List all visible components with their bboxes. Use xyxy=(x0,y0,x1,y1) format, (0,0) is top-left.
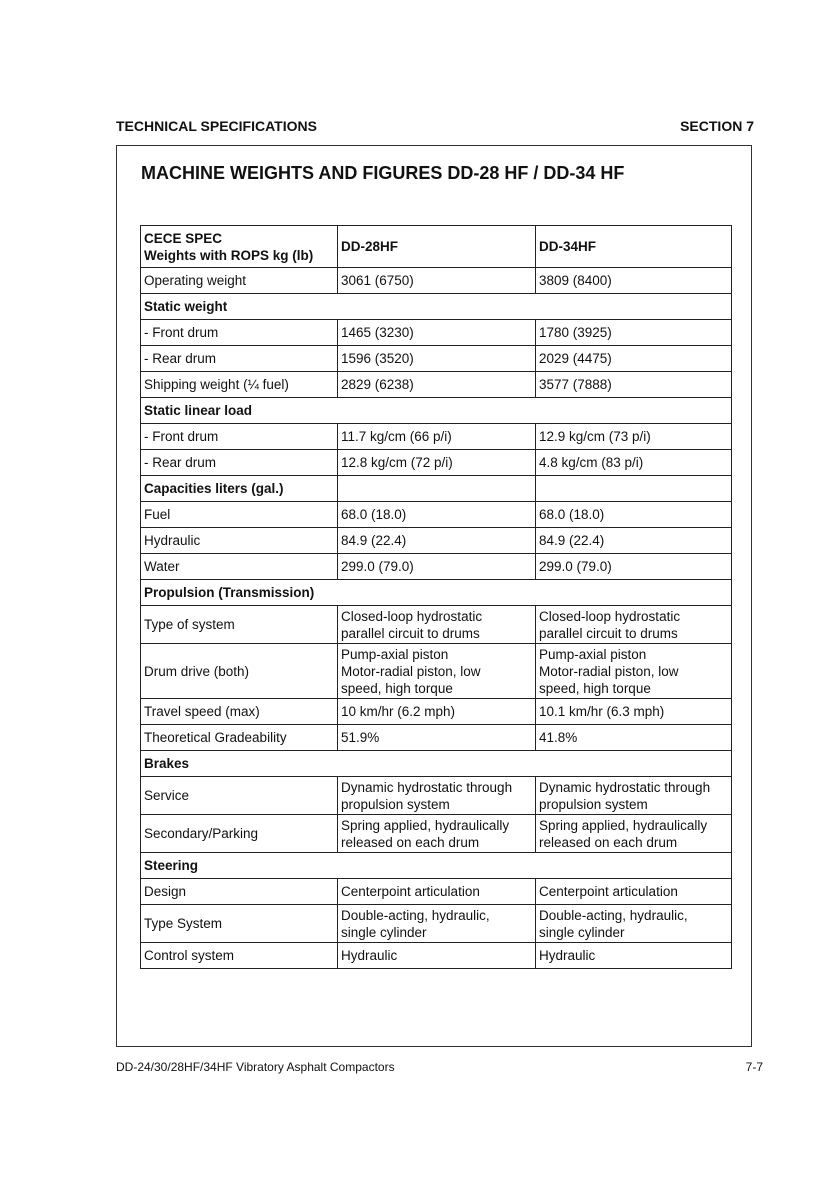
row-label: - Rear drum xyxy=(141,346,338,372)
dd28-value: 299.0 (79.0) xyxy=(338,554,536,580)
table-header-spec xyxy=(141,226,338,268)
value-line: Motor-radial piston, low xyxy=(539,663,679,679)
row-label: Design xyxy=(141,879,338,905)
value-line: speed, high torque xyxy=(539,680,651,696)
table-row xyxy=(141,815,732,853)
value-line: released on each drum xyxy=(539,834,678,850)
value-line: Pump-axial piston xyxy=(539,646,647,662)
table-row xyxy=(141,905,732,943)
header-section-title: TECHNICAL SPECIFICATIONS xyxy=(116,118,317,134)
value-line: Spring applied, hydraulically xyxy=(539,817,708,833)
table-row xyxy=(141,372,732,398)
dd34-value xyxy=(536,777,732,815)
spec-table xyxy=(140,225,732,969)
dd34-value xyxy=(536,905,732,943)
row-label: Travel speed (max) xyxy=(141,699,338,725)
section-row xyxy=(141,751,732,777)
section-row xyxy=(141,580,732,606)
table-row xyxy=(141,644,732,699)
dd28-value: 10 km/hr (6.2 mph) xyxy=(338,699,536,725)
table-header-dd34: DD-34HF xyxy=(536,226,732,268)
row-label: Secondary/Parking xyxy=(141,815,338,853)
value-line: Motor-radial piston, low xyxy=(341,663,481,679)
dd34-value xyxy=(536,606,732,644)
dd28-value: 51.9% xyxy=(338,725,536,751)
table-row xyxy=(141,424,732,450)
section-heading: Brakes xyxy=(141,751,732,777)
dd34-value: 3577 (7888) xyxy=(536,372,732,398)
dd28-value xyxy=(338,905,536,943)
dd28-value: 3061 (6750) xyxy=(338,268,536,294)
dd28-value: 11.7 kg/cm (66 p/i) xyxy=(338,424,536,450)
dd34-value xyxy=(536,815,732,853)
value-line: Double-acting, hydraulic, xyxy=(539,907,688,923)
row-label: Type of system xyxy=(141,606,338,644)
table-row xyxy=(141,450,732,476)
row-label: Fuel xyxy=(141,502,338,528)
empty-cell xyxy=(338,476,536,502)
dd28-value: Hydraulic xyxy=(338,943,536,969)
value-line: Dynamic hydrostatic through xyxy=(539,779,711,795)
dd28-value: 2829 (6238) xyxy=(338,372,536,398)
table-row xyxy=(141,346,732,372)
dd34-value: Centerpoint articulation xyxy=(536,879,732,905)
dd34-value: 1780 (3925) xyxy=(536,320,732,346)
table-header-row xyxy=(141,226,732,268)
empty-cell xyxy=(536,476,732,502)
value-line: parallel circuit to drums xyxy=(341,625,480,641)
section-heading: Steering xyxy=(141,853,732,879)
section-row xyxy=(141,398,732,424)
table-row xyxy=(141,777,732,815)
row-label: Drum drive (both) xyxy=(141,644,338,699)
table-row xyxy=(141,320,732,346)
dd28-value xyxy=(338,777,536,815)
dd34-value: 4.8 kg/cm (83 p/i) xyxy=(536,450,732,476)
row-label: - Front drum xyxy=(141,320,338,346)
section-heading: Static weight xyxy=(141,294,732,320)
row-label: Operating weight xyxy=(141,268,338,294)
dd28-value xyxy=(338,606,536,644)
dd34-value: 3809 (8400) xyxy=(536,268,732,294)
table-row xyxy=(141,879,732,905)
row-label: Theoretical Gradeability xyxy=(141,725,338,751)
value-line: propulsion system xyxy=(341,796,450,812)
row-label: Type System xyxy=(141,905,338,943)
value-line: Closed-loop hydrostatic xyxy=(341,608,483,624)
value-line: speed, high torque xyxy=(341,680,453,696)
page-title: MACHINE WEIGHTS AND FIGURES DD-28 HF / DD-34 HF xyxy=(141,163,625,183)
row-label: Control system xyxy=(141,943,338,969)
header-line: CECE SPEC xyxy=(144,230,223,246)
table-row xyxy=(141,268,732,294)
value-line: single cylinder xyxy=(341,924,427,940)
dd28-value: 1596 (3520) xyxy=(338,346,536,372)
section-heading: Propulsion (Transmission) xyxy=(141,580,732,606)
dd28-value: 84.9 (22.4) xyxy=(338,528,536,554)
table-row xyxy=(141,699,732,725)
value-line: Spring applied, hydraulically xyxy=(341,817,510,833)
table-row xyxy=(141,554,732,580)
header-line: Weights with ROPS kg (lb) xyxy=(144,247,314,263)
value-line: propulsion system xyxy=(539,796,648,812)
dd28-value: Centerpoint articulation xyxy=(338,879,536,905)
dd34-value: 84.9 (22.4) xyxy=(536,528,732,554)
row-label: - Front drum xyxy=(141,424,338,450)
dd34-value: 2029 (4475) xyxy=(536,346,732,372)
dd28-value: 68.0 (18.0) xyxy=(338,502,536,528)
section-row xyxy=(141,476,732,502)
page-number: 7-7 xyxy=(745,1060,763,1074)
section-heading: Capacities liters (gal.) xyxy=(141,476,338,502)
value-line: single cylinder xyxy=(539,924,625,940)
dd34-value: 12.9 kg/cm (73 p/i) xyxy=(536,424,732,450)
value-line: parallel circuit to drums xyxy=(539,625,678,641)
dd28-value: 1465 (3230) xyxy=(338,320,536,346)
value-line: Closed-loop hydrostatic xyxy=(539,608,681,624)
header-section-number: SECTION 7 xyxy=(680,118,754,134)
dd28-value xyxy=(338,815,536,853)
dd34-value xyxy=(536,644,732,699)
value-line: Pump-axial piston xyxy=(341,646,449,662)
dd28-value: 12.8 kg/cm (72 p/i) xyxy=(338,450,536,476)
dd34-value: 10.1 km/hr (6.3 mph) xyxy=(536,699,732,725)
section-heading: Static linear load xyxy=(141,398,732,424)
table-row xyxy=(141,528,732,554)
footer-document-title: DD-24/30/28HF/34HF Vibratory Asphalt Compactors xyxy=(116,1060,395,1074)
value-line: Dynamic hydrostatic through xyxy=(341,779,513,795)
row-label: Water xyxy=(141,554,338,580)
row-label: Service xyxy=(141,777,338,815)
dd34-value: Hydraulic xyxy=(536,943,732,969)
row-label: - Rear drum xyxy=(141,450,338,476)
section-row xyxy=(141,853,732,879)
table-header-dd28: DD-28HF xyxy=(338,226,536,268)
row-label: Shipping weight (¼ fuel) xyxy=(141,372,338,398)
dd34-value: 299.0 (79.0) xyxy=(536,554,732,580)
table-row xyxy=(141,502,732,528)
dd28-value xyxy=(338,644,536,699)
row-label: Hydraulic xyxy=(141,528,338,554)
value-line: released on each drum xyxy=(341,834,480,850)
section-row xyxy=(141,294,732,320)
value-line: Double-acting, hydraulic, xyxy=(341,907,490,923)
table-row xyxy=(141,725,732,751)
dd34-value: 68.0 (18.0) xyxy=(536,502,732,528)
table-row xyxy=(141,606,732,644)
dd34-value: 41.8% xyxy=(536,725,732,751)
table-row xyxy=(141,943,732,969)
